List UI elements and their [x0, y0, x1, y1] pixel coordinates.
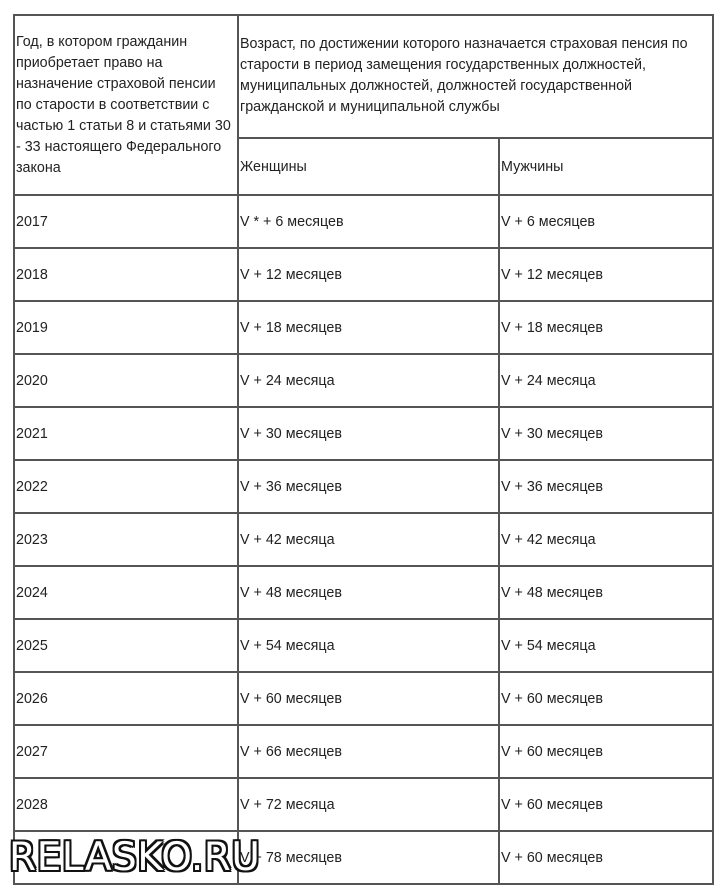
men-age-cell: V + 12 месяцев	[500, 249, 714, 302]
women-age-cell: V + 24 месяца	[239, 355, 500, 408]
watermark-logo: RELASKO.RU	[9, 835, 261, 880]
table-row	[15, 461, 714, 514]
women-age-cell: V + 72 месяца	[239, 779, 500, 832]
table-row	[15, 726, 714, 779]
women-age-cell: V + 30 месяцев	[239, 408, 500, 461]
table-row	[15, 355, 714, 408]
header-age-cell: Возраст, по достижении которого назначается страховая пенсия по старости в период замещения государственных должностей, муниципальных должностей, должностей государственной гражданской и муниципальной службы	[239, 16, 714, 139]
women-age-cell: V + 18 месяцев	[239, 302, 500, 355]
year-cell: 2023	[15, 514, 239, 567]
header-year-cell: Год, в котором гражданин приобретает право на назначение страховой пенсии по старости в соответствии с частью 1 статьи 8 и статьями 30 - 33 настоящего Федерального закона	[15, 16, 239, 196]
year-cell: 2025	[15, 620, 239, 673]
men-age-cell: V + 48 месяцев	[500, 567, 714, 620]
men-age-cell: V + 60 месяцев	[500, 832, 714, 885]
year-cell: 2019	[15, 302, 239, 355]
year-cell: 2028	[15, 779, 239, 832]
women-age-cell: V + 60 месяцев	[239, 673, 500, 726]
header-row	[15, 16, 714, 139]
men-age-cell: V + 18 месяцев	[500, 302, 714, 355]
table-row	[15, 408, 714, 461]
table-row	[15, 196, 714, 249]
year-cell: 2017	[15, 196, 239, 249]
women-age-cell: V + 54 месяца	[239, 620, 500, 673]
men-age-cell: V + 36 месяцев	[500, 461, 714, 514]
table-row	[15, 302, 714, 355]
men-age-cell: V + 54 месяца	[500, 620, 714, 673]
men-age-cell: V + 6 месяцев	[500, 196, 714, 249]
women-age-cell: V + 48 месяцев	[239, 567, 500, 620]
year-cell: 2021	[15, 408, 239, 461]
women-age-cell: V + 66 месяцев	[239, 726, 500, 779]
women-age-cell: V + 78 месяцев	[239, 832, 500, 885]
women-age-cell: V + 42 месяца	[239, 514, 500, 567]
header-men-cell: Мужчины	[500, 139, 714, 196]
women-age-cell: V + 36 месяцев	[239, 461, 500, 514]
men-age-cell: V + 60 месяцев	[500, 726, 714, 779]
year-cell: 2018	[15, 249, 239, 302]
men-age-cell: V + 24 месяца	[500, 355, 714, 408]
women-age-cell: V + 12 месяцев	[239, 249, 500, 302]
header-women-cell: Женщины	[239, 139, 500, 196]
men-age-cell: V + 60 месяцев	[500, 673, 714, 726]
table-row	[15, 514, 714, 567]
table-row	[15, 620, 714, 673]
year-cell: 2024	[15, 567, 239, 620]
men-age-cell: V + 60 месяцев	[500, 779, 714, 832]
table-row	[15, 779, 714, 832]
year-cell: 2020	[15, 355, 239, 408]
table-row	[15, 673, 714, 726]
pension-age-table	[13, 14, 714, 885]
women-age-cell: V * + 6 месяцев	[239, 196, 500, 249]
table-row	[15, 567, 714, 620]
men-age-cell: V + 42 месяца	[500, 514, 714, 567]
table-row	[15, 249, 714, 302]
year-cell: 2026	[15, 673, 239, 726]
year-cell: 2027	[15, 726, 239, 779]
year-cell: 2022	[15, 461, 239, 514]
men-age-cell: V + 30 месяцев	[500, 408, 714, 461]
